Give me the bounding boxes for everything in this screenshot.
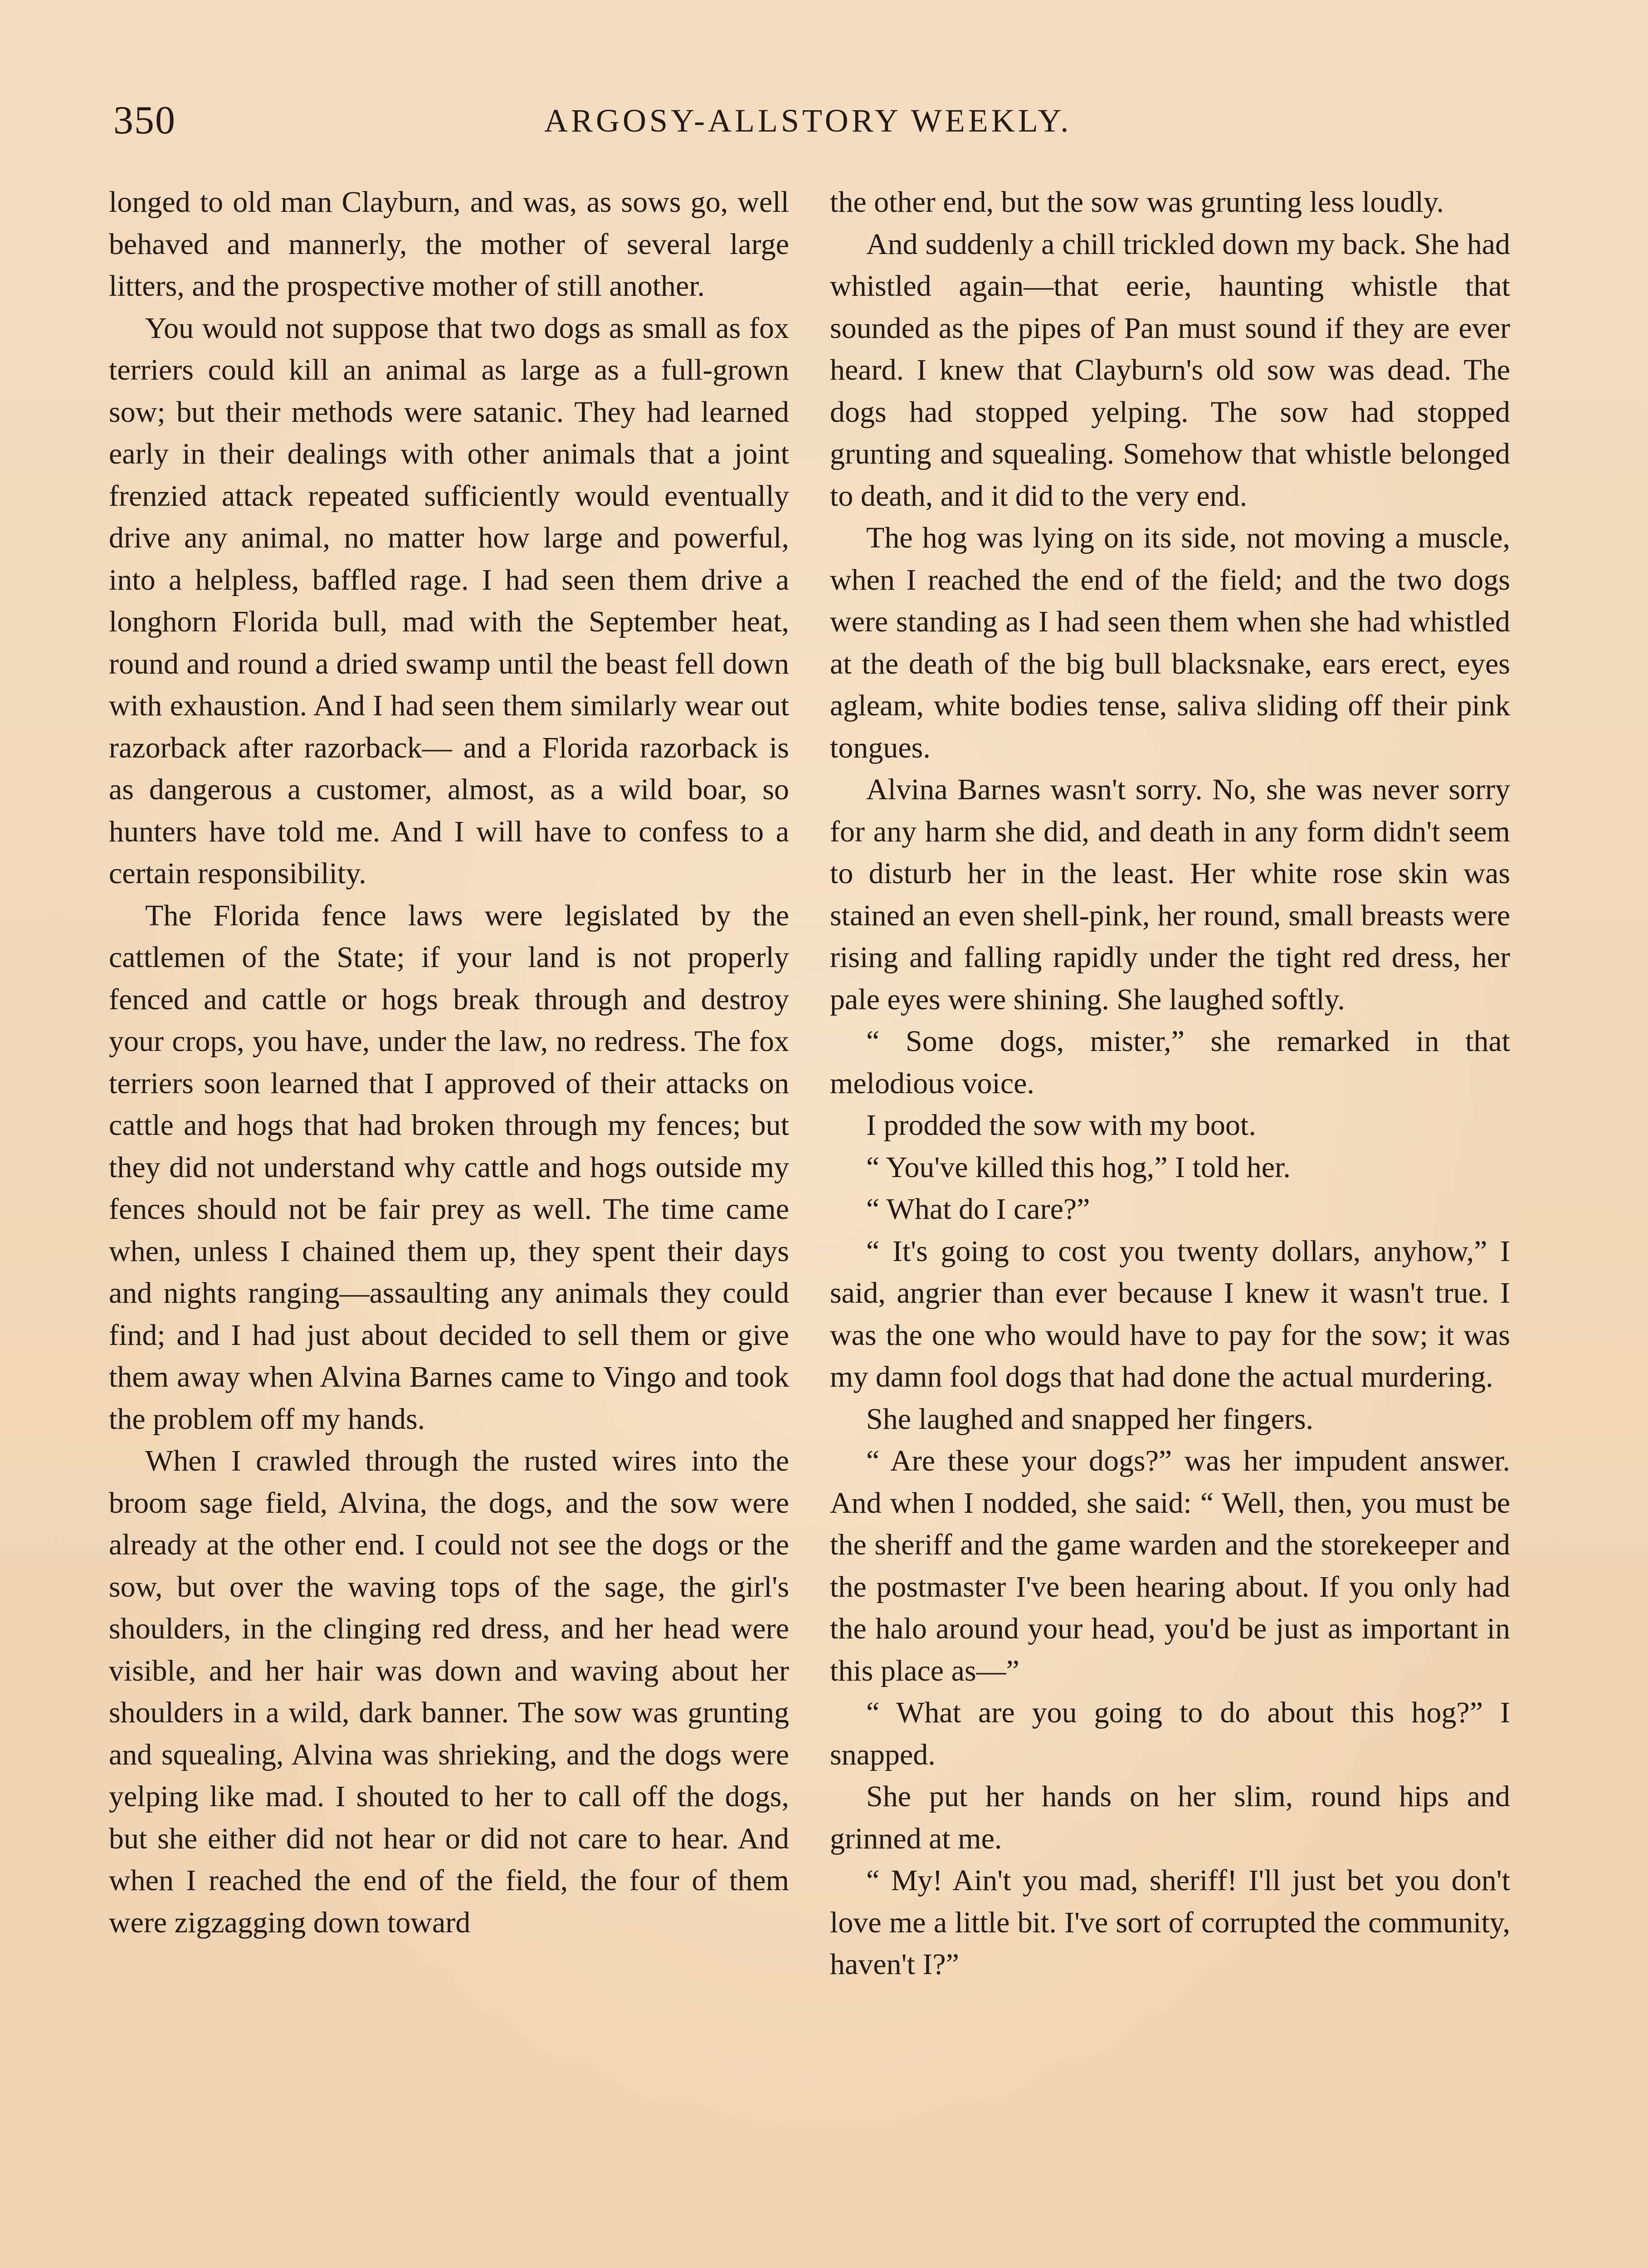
dialogue-line: “ You've killed this hog,” I told her. bbox=[866, 1150, 1291, 1184]
paragraph: The Florida fence laws were legislated by the cattlemen of the State; if your land is not properly fenced and cattle or hogs break through and destroy your crops, you have, under the law, no redress. The fox terriers soon learned that I approved of their attacks on cattle and hogs that had broken through my fences; but they did not understand why cattle and hogs outside my fences should not be fair prey as well. The time came when, unless I chained them up, they spent their days and nights ranging—assaulting any animals they could find; and I had just about decided to sell them or give them away when Alvina Barnes came to Vingo and took the problem off my hands. bbox=[109, 899, 789, 1436]
paragraph: the other end, but the sow was grunting less loudly. bbox=[830, 186, 1444, 219]
running-title: ARGOSY-ALLSTORY WEEKLY. bbox=[544, 103, 1072, 139]
left-column bbox=[109, 181, 789, 1944]
paragraph: You would not suppose that two dogs as small as fox terriers could kill an animal as large as a full-grown sow; but their methods were satanic. They had learned early in their dealings with other animals that a joint frenzied attack repeated sufficiently would eventually drive any animal, no matter how large and powerful, into a helpless, baffled rage. I had seen them drive a longhorn Florida bull, mad with the September heat, round and round a dried swamp until the beast fell down with exhaustion. And I had seen them similarly wear out razorback after razorback— and a Florida razorback is as dangerous a customer, almost, as a wild boar, so hunters have told me. And I will have to confess to a certain responsibility. bbox=[109, 311, 789, 890]
paragraph: And suddenly a chill trickled down my back. She had whistled again—that eerie, haunting whistle that sounded as the pipes of Pan must sound if they are ever heard. I knew that Clayburn's old sow was dead. The dogs had stopped yelping. The sow had stopped grunting and squealing. Somehow that whistle belonged to death, and it did to the very end. bbox=[830, 227, 1510, 513]
page-number: 350 bbox=[113, 98, 176, 142]
paragraph: She put her hands on her slim, round hips and grinned at me. bbox=[830, 1780, 1510, 1855]
page-header bbox=[113, 98, 1542, 156]
dialogue-line: “ It's going to cost you twenty dollars, anyhow,” I said, angrier than ever because I knew it wasn't true. I was the one who would have to pay for the sow; it was my damn fool dogs that had done the actual murdering. bbox=[830, 1234, 1510, 1393]
paragraph: The hog was lying on its side, not moving a muscle, when I reached the end of the field; and the two dogs were standing as I had seen them when she had whistled at the death of the big bull blacksnake, ears erect, eyes agleam, white bodies tense, saliva sliding off their pink tongues. bbox=[830, 521, 1510, 764]
dialogue-line: “ Are these your dogs?” was her impudent answer. And when I nodded, she said: “ Well, then, you must be the sheriff and the game warden and the storekeeper and the postmaster I've been hearing about. If you only had the halo around your head, you'd be just as important in this place as—” bbox=[830, 1444, 1510, 1687]
paragraph: She laughed and snapped her fingers. bbox=[866, 1402, 1314, 1436]
paragraph: Alvina Barnes wasn't sorry. No, she was never sorry for any harm she did, and death in any form didn't seem to disturb her in the least. Her white rose skin was stained an even shell-pink, her round, small breasts were rising and falling rapidly under the tight red dress, her pale eyes were shining. She laughed softly. bbox=[830, 773, 1510, 1016]
paragraph: I prodded the sow with my boot. bbox=[866, 1109, 1256, 1142]
paragraph: longed to old man Clayburn, and was, as sows go, well behaved and mannerly, the mother of several large litters, and the prospective mother of still another. bbox=[109, 186, 789, 303]
dialogue-line: “ What do I care?” bbox=[866, 1193, 1090, 1226]
dialogue-line: “ My! Ain't you mad, sheriff! I'll just bet you don't love me a little bit. I've sort of corrupted the community, haven't I?” bbox=[830, 1864, 1510, 1981]
dialogue-line: “ What are you going to do about this hog?” I snapped. bbox=[830, 1696, 1510, 1771]
paragraph: When I crawled through the rusted wires into the broom sage field, Alvina, the dogs, and the sow were already at the other end. I could not see the dogs or the sow, but over the waving tops of the sage, the girl's shoulders, in the clinging red dress, and her head were visible, and her hair was down and waving about her shoulders in a wild, dark banner. The sow was grunting and squealing, Alvina was shrieking, and the dogs were yelping like mad. I shouted to her to call off the dogs, but she either did not hear or did not care to hear. And when I reached the end of the field, the four of them were zigzagging down toward bbox=[109, 1444, 789, 1939]
dialogue-line: “ Some dogs, mister,” she remarked in that melodious voice. bbox=[830, 1025, 1510, 1100]
right-column bbox=[830, 181, 1510, 1986]
